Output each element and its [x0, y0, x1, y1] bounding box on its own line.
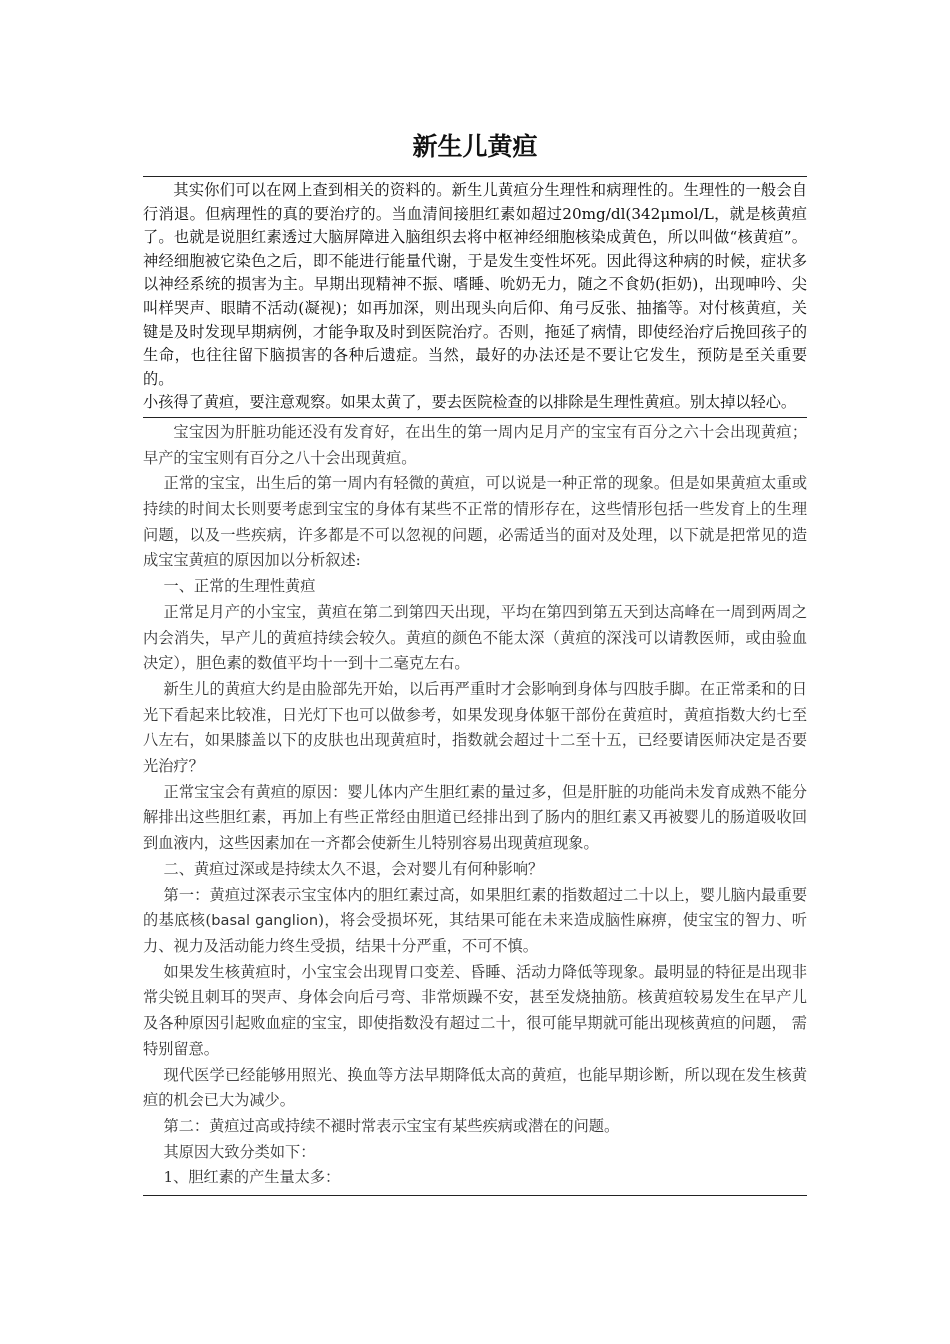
article-paragraph-5: 新生儿的黄疸大约是由脸部先开始，以后再严重时才会影响到身体与四肢手脚。在正常柔和的日光下看起来比较准，日光灯下也可以做参考，如果发现身体躯干部份在黄疸时，黄疸指数大约七至八左右，如果膝盖以下的皮肤也出现黄疸时，指数就会超过十二至十五，已经要请医师决定是否要光治疗？: [143, 679, 807, 776]
article-paragraph-2: 正常的宝宝，出生后的第一周内有轻微的黄疸，可以说是一种正常的现象。但是如果黄疸太重或持续的时间太长则要考虑到宝宝的身体有某些不正常的情形存在，这些情形包括一些发育上的生理问题，以及一些疾病，许多都是不可以忽视的问题，必需适当的面对及处理，以下就是把常见的造成宝宝黄疸的原因加以分析叙述:: [143, 474, 807, 570]
document-page: [143, 128, 807, 1196]
intro-section: [143, 177, 807, 417]
article-paragraph-12: 其原因大致分类如下：: [163, 1142, 316, 1161]
article-paragraph-6: 正常宝宝会有黄疸的原因：婴儿体内产生胆红素的量过多，但是肝脏的功能尚未发育成熟不能分解排出这些胆红素，再加上有些正常经由胆道已经排出到了肠内的胆红素又再被婴儿的肠道吸收回到血液内，这些因素加在一齐都会使新生儿特别容易出现黄疸现象。: [143, 782, 807, 853]
p8-text-before: 第一：黄疸过深表示宝宝体内的胆红素过高，如果胆红素的指数超过二十以上，婴儿脑内最重要的基底核(: [143, 885, 807, 930]
bottom-divider: [143, 1195, 807, 1196]
article-paragraph-13: 1、胆红素的产生量太多：: [163, 1168, 341, 1187]
article-paragraph-8: [143, 883, 807, 960]
article-paragraph-4: 正常足月产的小宝宝，黄疸在第二到第四天出现，平均在第四到第五天到达高峰在一周到两周之内会消失，早产儿的黄疸持续会较久。黄疸的颜色不能太深（黄疸的深浅可以请教医师，或由验血决定），胆色素的数值平均十一到十二毫克左右。: [143, 602, 807, 673]
article-paragraph-1: 宝宝因为肝脏功能还没有发育好，在出生的第一周内足月产的宝宝有百分之六十会出现黄疸；早产的宝宝则有百分之八十会出现黄疸。: [143, 422, 807, 467]
intro-paragraph: 其实你们可以在网上查到相关的资料的。新生儿黄疸分生理性和病理性的。生理性的一般会自行消退。但病理性的真的要治疗的。当血清间接胆红素如超过20mg/dl(342μmol/L，就是核黄疸了。也就是说胆红素透过大脑屏障进入脑组织去将中枢神经细胞核染成黄色，所以叫做“核黄疸”。神经细胞被它染色之后，即不能进行能量代谢，于是发生变性坏死。因此得这种病的时候，症状多以神经系统的损害为主。早期出现精神不振、嗜睡、吮奶无力，随之不食奶(拒奶)，出现呻吟、尖叫样哭声、眼睛不活动(凝视)；如再加深，则出现头向后仰、角弓反张、抽搐等。对付核黄疸，关键是及时发现早期病例，才能争取及时到医院治疗。否则，拖延了病情，即使经治疗后挽回孩子的生命，也往往留下脑损害的各种后遗症。当然，最好的办法还是不要让它发生，预防是至关重要的。: [143, 181, 807, 388]
section-heading-2: 二、黄疸过深或是持续太久不退，会对婴儿有何种影响？: [163, 859, 544, 878]
article-paragraph-9: 如果发生核黄疸时，小宝宝会出现胃口变差、昏睡、活动力降低等现象。最明显的特征是出现非常尖锐且刺耳的哭声、身体会向后弓弯、非常烦躁不安，甚至发烧抽筋。核黄疸较易发生在早产儿及各种原因引起败血症的宝宝，即使指数没有超过二十，很可能早期就可能出现核黄疸的问题， 需特别留意。: [143, 962, 807, 1058]
document-title: [143, 128, 807, 176]
title-part-1: 新生儿: [412, 132, 488, 161]
article-paragraph-11: 第二：黄疸过高或持续不褪时常表示宝宝有某些疾病或潜在的问题。: [163, 1116, 620, 1135]
p8-latin-term: basal ganglion: [211, 912, 319, 930]
advice-paragraph: 小孩得了黄疸，要注意观察。如果太黄了，要去医院检查的以排除是生理性黄疸。别太掉以轻心。: [143, 393, 797, 412]
p8-text-after: )，将会受损坏死，其结果可能在未来造成脑性麻痹，使宝宝的智力、听力、视力及活动能力终生受损，结果十分严重，不可不慎。: [143, 911, 807, 955]
title-part-2: 黄疸: [487, 132, 538, 161]
article-paragraph-10: 现代医学已经能够用照光、换血等方法早期降低太高的黄疸，也能早期诊断，所以现在发生核黄疸的机会已大为减少。: [143, 1065, 807, 1110]
article-section: [143, 418, 807, 1195]
section-heading-1: 一、正常的生理性黄疸: [163, 577, 316, 596]
